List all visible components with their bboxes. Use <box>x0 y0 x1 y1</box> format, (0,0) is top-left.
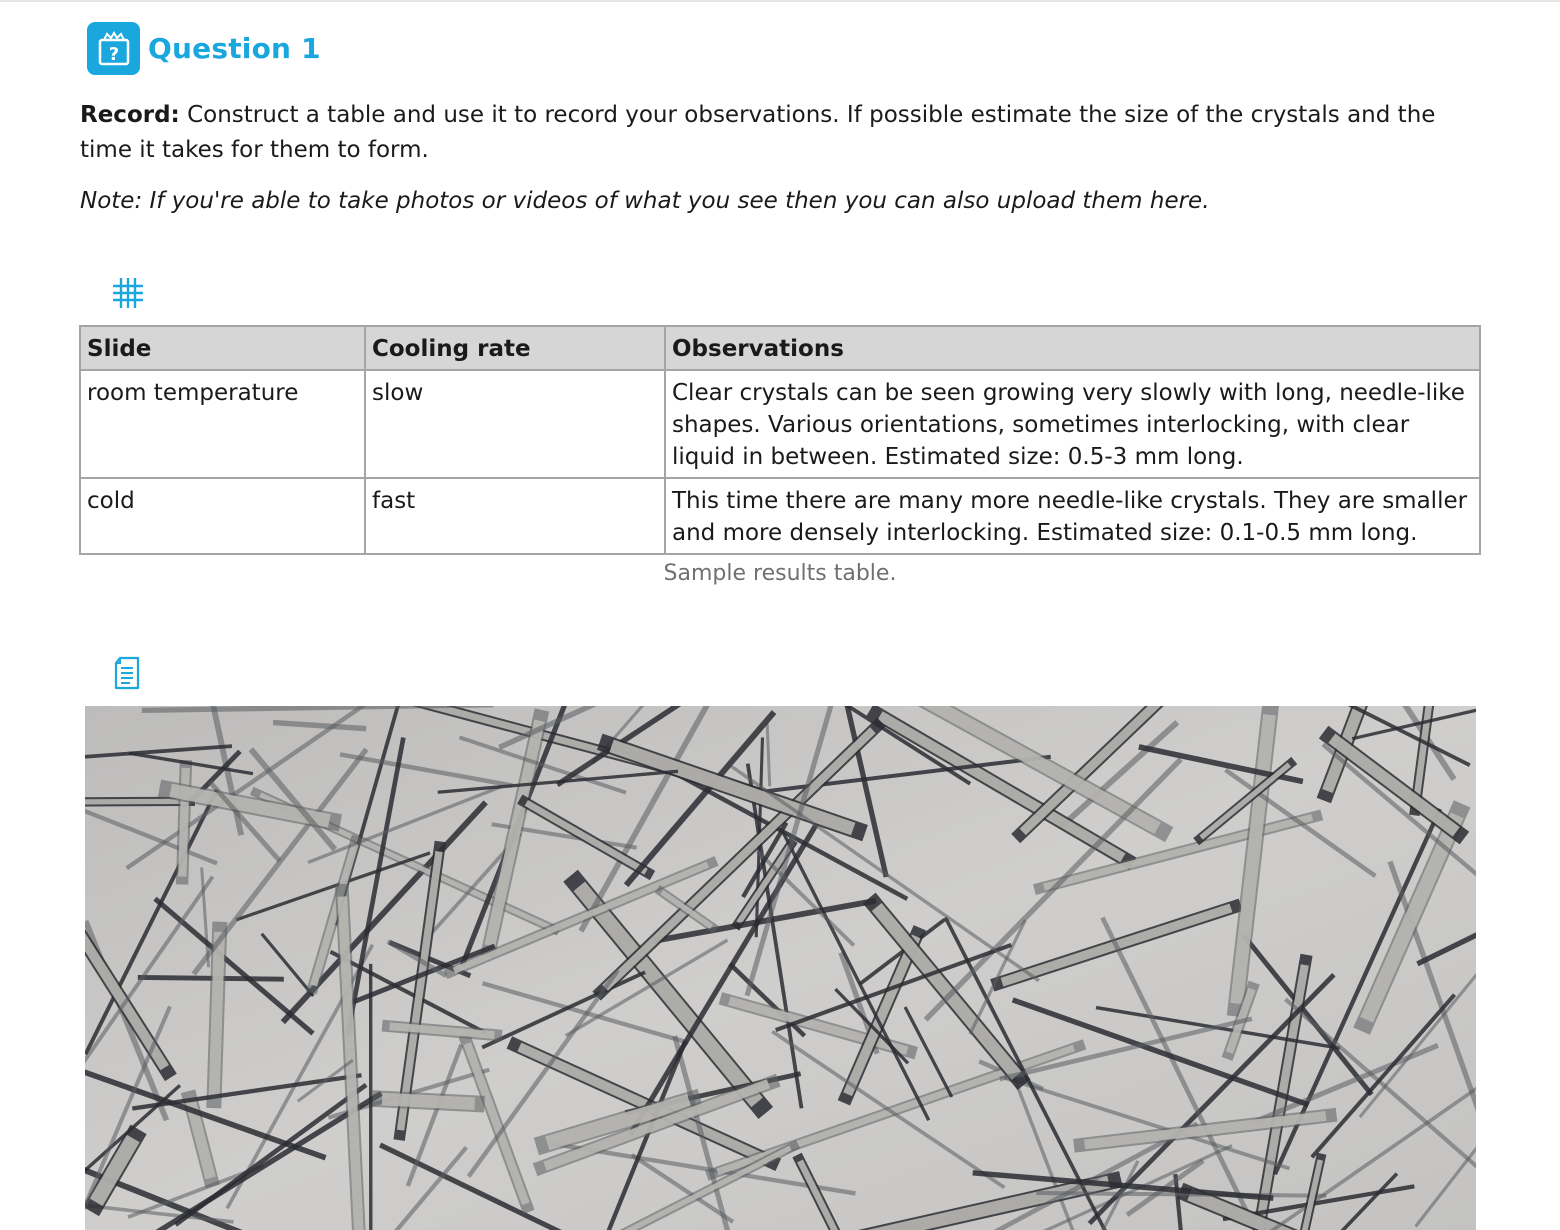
cell-slide: room temperature <box>80 370 365 478</box>
top-divider <box>0 0 1560 2</box>
cell-observations: Clear crystals can be seen growing very slowly with long, needle-like shapes. Various orientations, sometimes interlocking, with clear liquid in between. Estimated size: 0.5-3 mm long. <box>665 370 1480 478</box>
header-slide: Slide <box>80 326 365 370</box>
question-box-icon <box>87 22 140 75</box>
upload-note: Note: If you're able to take photos or videos of what you see then you can also upload them here. <box>80 188 1210 214</box>
header-cooling-rate: Cooling rate <box>365 326 665 370</box>
table-row <box>80 478 1480 554</box>
question-header <box>87 22 321 75</box>
results-table <box>79 325 1481 555</box>
table-caption: Sample results table. <box>663 561 897 586</box>
cell-cooling-rate: fast <box>365 478 665 554</box>
crystal-micrograph <box>85 706 1476 1230</box>
cell-observations: This time there are many more needle-like crystals. They are smaller and more densely interlocking. Estimated size: 0.1-0.5 mm long. <box>665 478 1480 554</box>
question-title: Question 1 <box>148 32 321 65</box>
svg-text:?: ? <box>108 43 119 65</box>
table-header-row <box>80 326 1480 370</box>
cell-slide: cold <box>80 478 365 554</box>
table-row <box>80 370 1480 478</box>
record-text: Construct a table and use it to record your observations. If possible estimate the size of the crystals and the time it takes for them to form. <box>80 102 1436 163</box>
record-label: Record: <box>80 102 180 128</box>
document-icon <box>110 655 146 691</box>
header-observations: Observations <box>665 326 1480 370</box>
table-grid-icon <box>110 275 146 311</box>
record-instructions <box>80 98 1480 168</box>
cell-cooling-rate: slow <box>365 370 665 478</box>
